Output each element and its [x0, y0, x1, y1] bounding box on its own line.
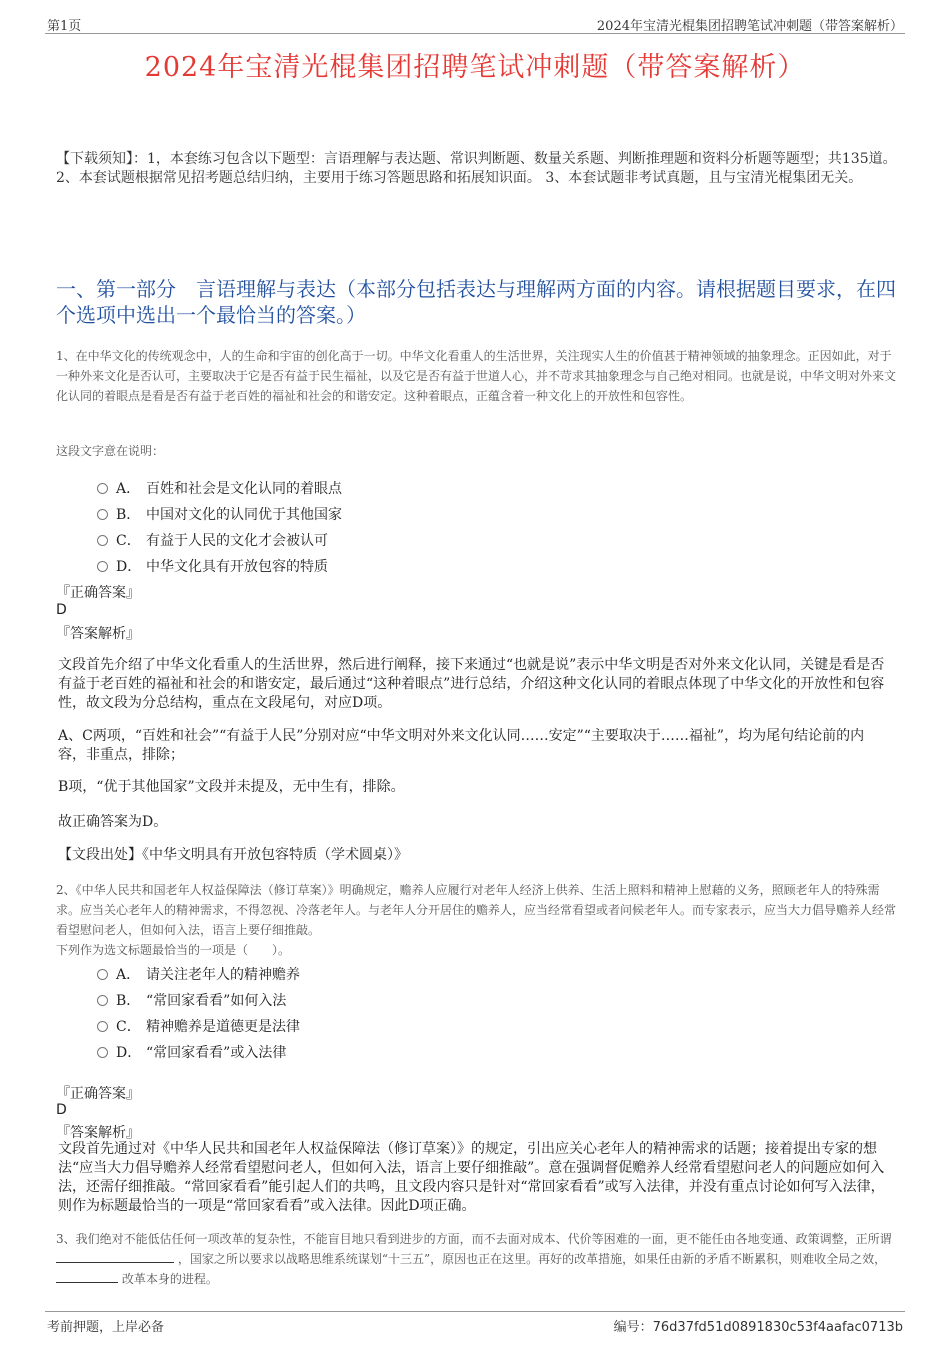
q1-option-d[interactable] [97, 556, 328, 576]
option-key: D． [116, 1045, 142, 1061]
option-text: “常回家看看”如何入法 [146, 993, 287, 1009]
q2-analysis: 文段首先通过对《中华人民共和国老年人权益保障法（修订草案）》的规定，引出应关心老年人的精神需求的话题；接着提出专家的想法“应当大力倡导赡养人经常看望慰问老人，但如何入法，语言上要仔细推敲”。意在强调督促赡养人经常看望慰问老人的问题应如何入法，还需仔细推敲。“常回家看看”能引起人们的共鸣，且文段内容只是针对“常回家看看”或写入法律，并没有重点讨论如何写入法律，则作为标题最恰当的一项是“常回家看看”或入法律。因此D项正确。 [58, 1141, 885, 1214]
q2-answer-label: 『正确答案』 [56, 1086, 140, 1102]
footer-code [614, 1316, 903, 1335]
option-text: 请关注老年人的精神赡养 [146, 967, 300, 983]
option-text: 精神赡养是道德更是法律 [146, 1019, 300, 1035]
q1-analysis-p4: 故正确答案为D。 [58, 814, 168, 830]
page-footer [45, 1311, 905, 1335]
option-key: C． [116, 1019, 141, 1035]
radio-icon[interactable] [97, 1021, 108, 1032]
q1-source: 【文段出处】《中华文明具有开放包容特质（学术圆桌）》 [58, 847, 408, 863]
page-number: 第1页 [47, 19, 82, 34]
page-title: 2024年宝清光棍集团招聘笔试冲刺题（带答案解析） [144, 52, 806, 83]
footer-code-label: 编号： [613, 1320, 653, 1335]
radio-icon[interactable] [97, 535, 108, 546]
footer-slogan: 考前押题，上岸必备 [47, 1320, 165, 1335]
option-key: B． [116, 507, 141, 523]
option-text: “常回家看看”或入法律 [146, 1045, 287, 1061]
q1-ask: 这段文字意在说明： [56, 444, 165, 458]
radio-icon[interactable] [97, 483, 108, 494]
option-text: 有益于人民的文化才会被认可 [146, 533, 328, 549]
q2-option-d[interactable] [97, 1042, 286, 1062]
q3-stem [56, 1229, 896, 1289]
q2-option-c[interactable] [97, 1016, 300, 1036]
q2-ask: 下列作为选文标题最恰当的一项是（ ）。 [56, 943, 291, 957]
q1-option-a[interactable] [97, 478, 342, 498]
download-notice: 【下载须知】：1，本套练习包含以下题型：言语理解与表达题、常识判断题、数量关系题、判断推理题和资料分析题等题型；共135道。 2、本套试题根据常见招考题总结归纳，主要用于练习答题思路和拓展知识面。 3、本套试题非考试真题，且与宝清光棍集团无关。 [56, 151, 897, 186]
page-header [45, 13, 905, 34]
q1-option-c[interactable] [97, 530, 328, 550]
q1-analysis-p2: A、C两项，“百姓和社会”“有益于人民”分别对应“中华文明对外来文化认同……安定”“主要取决于……福祉”，均为尾句结论前的内容，非重点，排除； [58, 728, 865, 763]
q3-text-part3: 改革本身的进程。 [121, 1272, 218, 1286]
q2-analysis-label: 『答案解析』 [56, 1125, 140, 1141]
radio-icon[interactable] [97, 561, 108, 572]
option-key: A． [116, 967, 141, 983]
option-key: D． [116, 559, 142, 575]
q1-answer: D [56, 602, 67, 618]
option-key: A． [116, 481, 141, 497]
q3-text-part2: ，国家之所以要求以战略思维系统谋划“十三五”，原因也正在这里。再好的改革措施，如果任由新的矛盾不断累积，则难收全局之效， [177, 1252, 887, 1266]
option-text: 中国对文化的认同优于其他国家 [146, 507, 342, 523]
radio-icon[interactable] [97, 1047, 108, 1058]
q1-option-b[interactable] [97, 504, 342, 524]
q3-blank-1[interactable] [56, 1249, 174, 1263]
option-text: 中华文化具有开放包容的特质 [146, 559, 328, 575]
option-text: 百姓和社会是文化认同的着眼点 [146, 481, 342, 497]
radio-icon[interactable] [97, 509, 108, 520]
option-key: C． [116, 533, 141, 549]
footer-code-value: 76d37fd51d0891830c53f4aafac0713b [652, 1320, 903, 1335]
option-key: B． [116, 993, 141, 1009]
q3-text-part1: 3、我们绝对不能低估任何一项改革的复杂性，不能盲目地只看到进步的方面，而不去面对成本、代价等困难的一面，更不能任由各地变通、政策调整，正所谓 [56, 1232, 892, 1246]
q1-analysis-p1: 文段首先介绍了中华文化看重人的生活世界，然后进行阐释，接下来通过“也就是说”表示中华文明是否对外来文化认同，关键是看是否有益于老百姓的福祉和社会的和谐安定，最后通过“这种着眼点”进行总结，介绍这种文化认同的着眼点体现了中华文化的开放性和包容性，故文段为分总结构，重点在文段尾句，对应D项。 [58, 657, 885, 711]
radio-icon[interactable] [97, 969, 108, 980]
section-heading: 一、第一部分 言语理解与表达（本部分包括表达与理解两方面的内容。请根据题目要求，在四个选项中选出一个最恰当的答案。） [56, 277, 896, 327]
q2-stem: 2、《中华人民共和国老年人权益保障法（修订草案）》明确规定，赡养人应履行对老年人经济上供养、生活上照料和精神上慰藉的义务，照顾老年人的特殊需求。应当关心老年人的精神需求，不得忽视、冷落老年人。与老年人分开居住的赡养人，应当经常看望或者问候老年人。而专家表示，应当大力倡导赡养人经常看望慰问老人，但如何入法，语言上要仔细推敲。 [56, 883, 897, 937]
q3-blank-2[interactable] [56, 1269, 118, 1283]
q2-option-b[interactable] [97, 990, 286, 1010]
q1-analysis-p3: B项，“优于其他国家”文段并未提及，无中生有，排除。 [58, 779, 405, 795]
q2-answer: D [56, 1102, 67, 1118]
radio-icon[interactable] [97, 995, 108, 1006]
q1-analysis-label: 『答案解析』 [56, 626, 140, 642]
q2-option-a[interactable] [97, 964, 300, 984]
q1-stem: 1、在中华文化的传统观念中，人的生命和宇宙的创化高于一切。中华文化看重人的生活世界，关注现实人生的价值甚于精神领域的抽象理念。正因如此，对于一种外来文化是否认可，主要取决于它是否有益于民生福祉，以及它是否有益于世道人心，并不苛求其抽象理念与自己绝对相同。也就是说，中华文明对外来文化认同的着眼点是看是否有益于老百姓的福祉和社会的和谐安定。这种着眼点，正蕴含着一种文化上的开放性和包容性。 [56, 349, 897, 403]
q1-answer-label: 『正确答案』 [56, 585, 140, 601]
header-doc-title: 2024年宝清光棍集团招聘笔试冲刺题（带答案解析） [596, 19, 903, 34]
